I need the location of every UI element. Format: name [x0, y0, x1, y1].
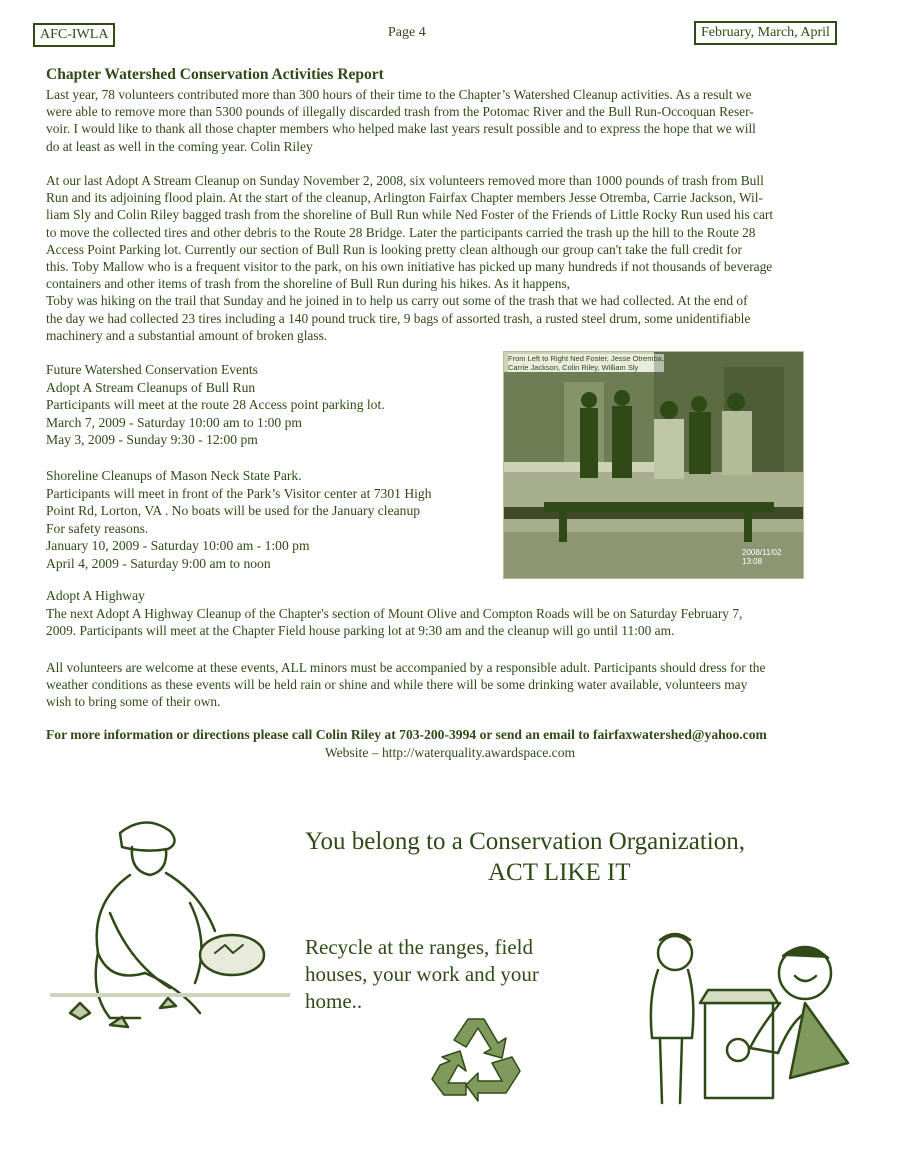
- org-label: AFC-IWLA: [33, 23, 115, 47]
- photo-caption: From Left to Right Ned Foster, Jesse Otremba, Carrie Jackson, Colin Riley, William Sly: [508, 354, 664, 372]
- highway-heading: Adopt A Highway: [46, 588, 145, 603]
- website-line: Website – http://waterquality.awardspace.com: [324, 745, 576, 760]
- page-number: Page 4: [388, 25, 426, 40]
- report-paragraph-2: At our last Adopt A Stream Cleanup on Sunday November 2, 2008, six volunteers removed more than 1000 pounds of trash from Bull Run and its adjoining flood plain. At the start of the cleanup, Arlington Fairfax Chapter members Jesse Otremba, Carrie Jackson, Wil- liam Sly and Colin Riley bagged trash from the shoreline of Bull Run while Ned Foster of the Friends of Little Rocky Run used his cart to move the collected tires and other debris to the Route 28 Bridge. Later the participants carried the trash up the hill to the Route 28 Access Point Parking lot. Currently our section of Bull Run is looking pretty clean although our group can't take the full credit for this. Toby Mallow who is a frequent visitor to the park, on his own initiative has picked up many hundreds if not thousands of beverage containers and other items of trash from the shoreline of Bull Run during his hikes. As it happens, Toby was hiking on the trail that Sunday and he joined in to help us carry out some of the trash that we had collected. At the end of the day we had collected 23 tires including a 140 pound truck tire, 9 bags of assorted trash, a rusted steel drum, some unidentifiable machinery and a substantial amount of broken glass.: [46, 173, 774, 343]
- photo-date-stamp: 2008/11/02 13:08: [742, 548, 782, 566]
- highway-paragraph: The next Adopt A Highway Cleanup of the Chapter's section of Mount Olive and Compton Roads will be on Saturday February 7, 2009. Participants will meet at the Chapter Field house parking lot at 9:30 am and the cleanup will go until 11:00 am.: [46, 606, 743, 639]
- promo-headline-emphasis: ACT LIKE IT: [488, 859, 631, 886]
- volunteers-photo: [503, 351, 804, 579]
- volunteers-photo-image: [504, 352, 803, 578]
- report-title: Chapter Watershed Conservation Activities Report: [46, 66, 384, 83]
- volunteers-paragraph: All volunteers are welcome at these events, ALL minors must be accompanied by a responsible adult. Participants should dress for the weather conditions as these events will be held rain or shine and while there will be some drinking water available, volunteers may wish to bring some of their own.: [46, 660, 766, 710]
- promo-headline: You belong to a Conservation Organization,: [305, 828, 746, 855]
- recycle-message: Recycle at the ranges, field houses, your work and your home..: [305, 935, 539, 1013]
- contact-info: For more information or directions please call Colin Riley at 703-200-3994 or send an email to fairfaxwatershed@yahoo.com: [46, 727, 767, 742]
- recycle-icon: [426, 1013, 526, 1105]
- report-paragraph-1: Last year, 78 volunteers contributed more than 300 hours of their time to the Chapter’s Watershed Cleanup activities. As a result we were able to remove more than 5300 pounds of illegally discarded trash from the Potomac River and the Bull Run-Occoquan Reser- voir. I would like to thank all those chapter members who helped make last years result possible and to express the hope that we will do at least as well in the coming year. Colin Riley: [46, 87, 756, 154]
- gardener-illustration: [50, 813, 290, 1035]
- issue-label: February, March, April: [694, 21, 837, 45]
- shoreline-events-block: Shoreline Cleanups of Mason Neck State Park. Participants will meet in front of the Park’s Visitor center at 7301 High Point Rd, Lorton, VA . No boats will be used for the January cleanup For safety reasons. January 10, 2009 - Saturday 10:00 am - 1:00 pm April 4, 2009 - Saturday 9:00 am to noon: [46, 468, 432, 571]
- recycling-man-illustration: [630, 928, 852, 1116]
- future-events-block: Future Watershed Conservation Events Adopt A Stream Cleanups of Bull Run Participants will meet at the route 28 Access point parking lot. March 7, 2009 - Saturday 10:00 am to 1:00 pm May 3, 2009 - Sunday 9:30 - 12:00 pm: [46, 362, 385, 447]
